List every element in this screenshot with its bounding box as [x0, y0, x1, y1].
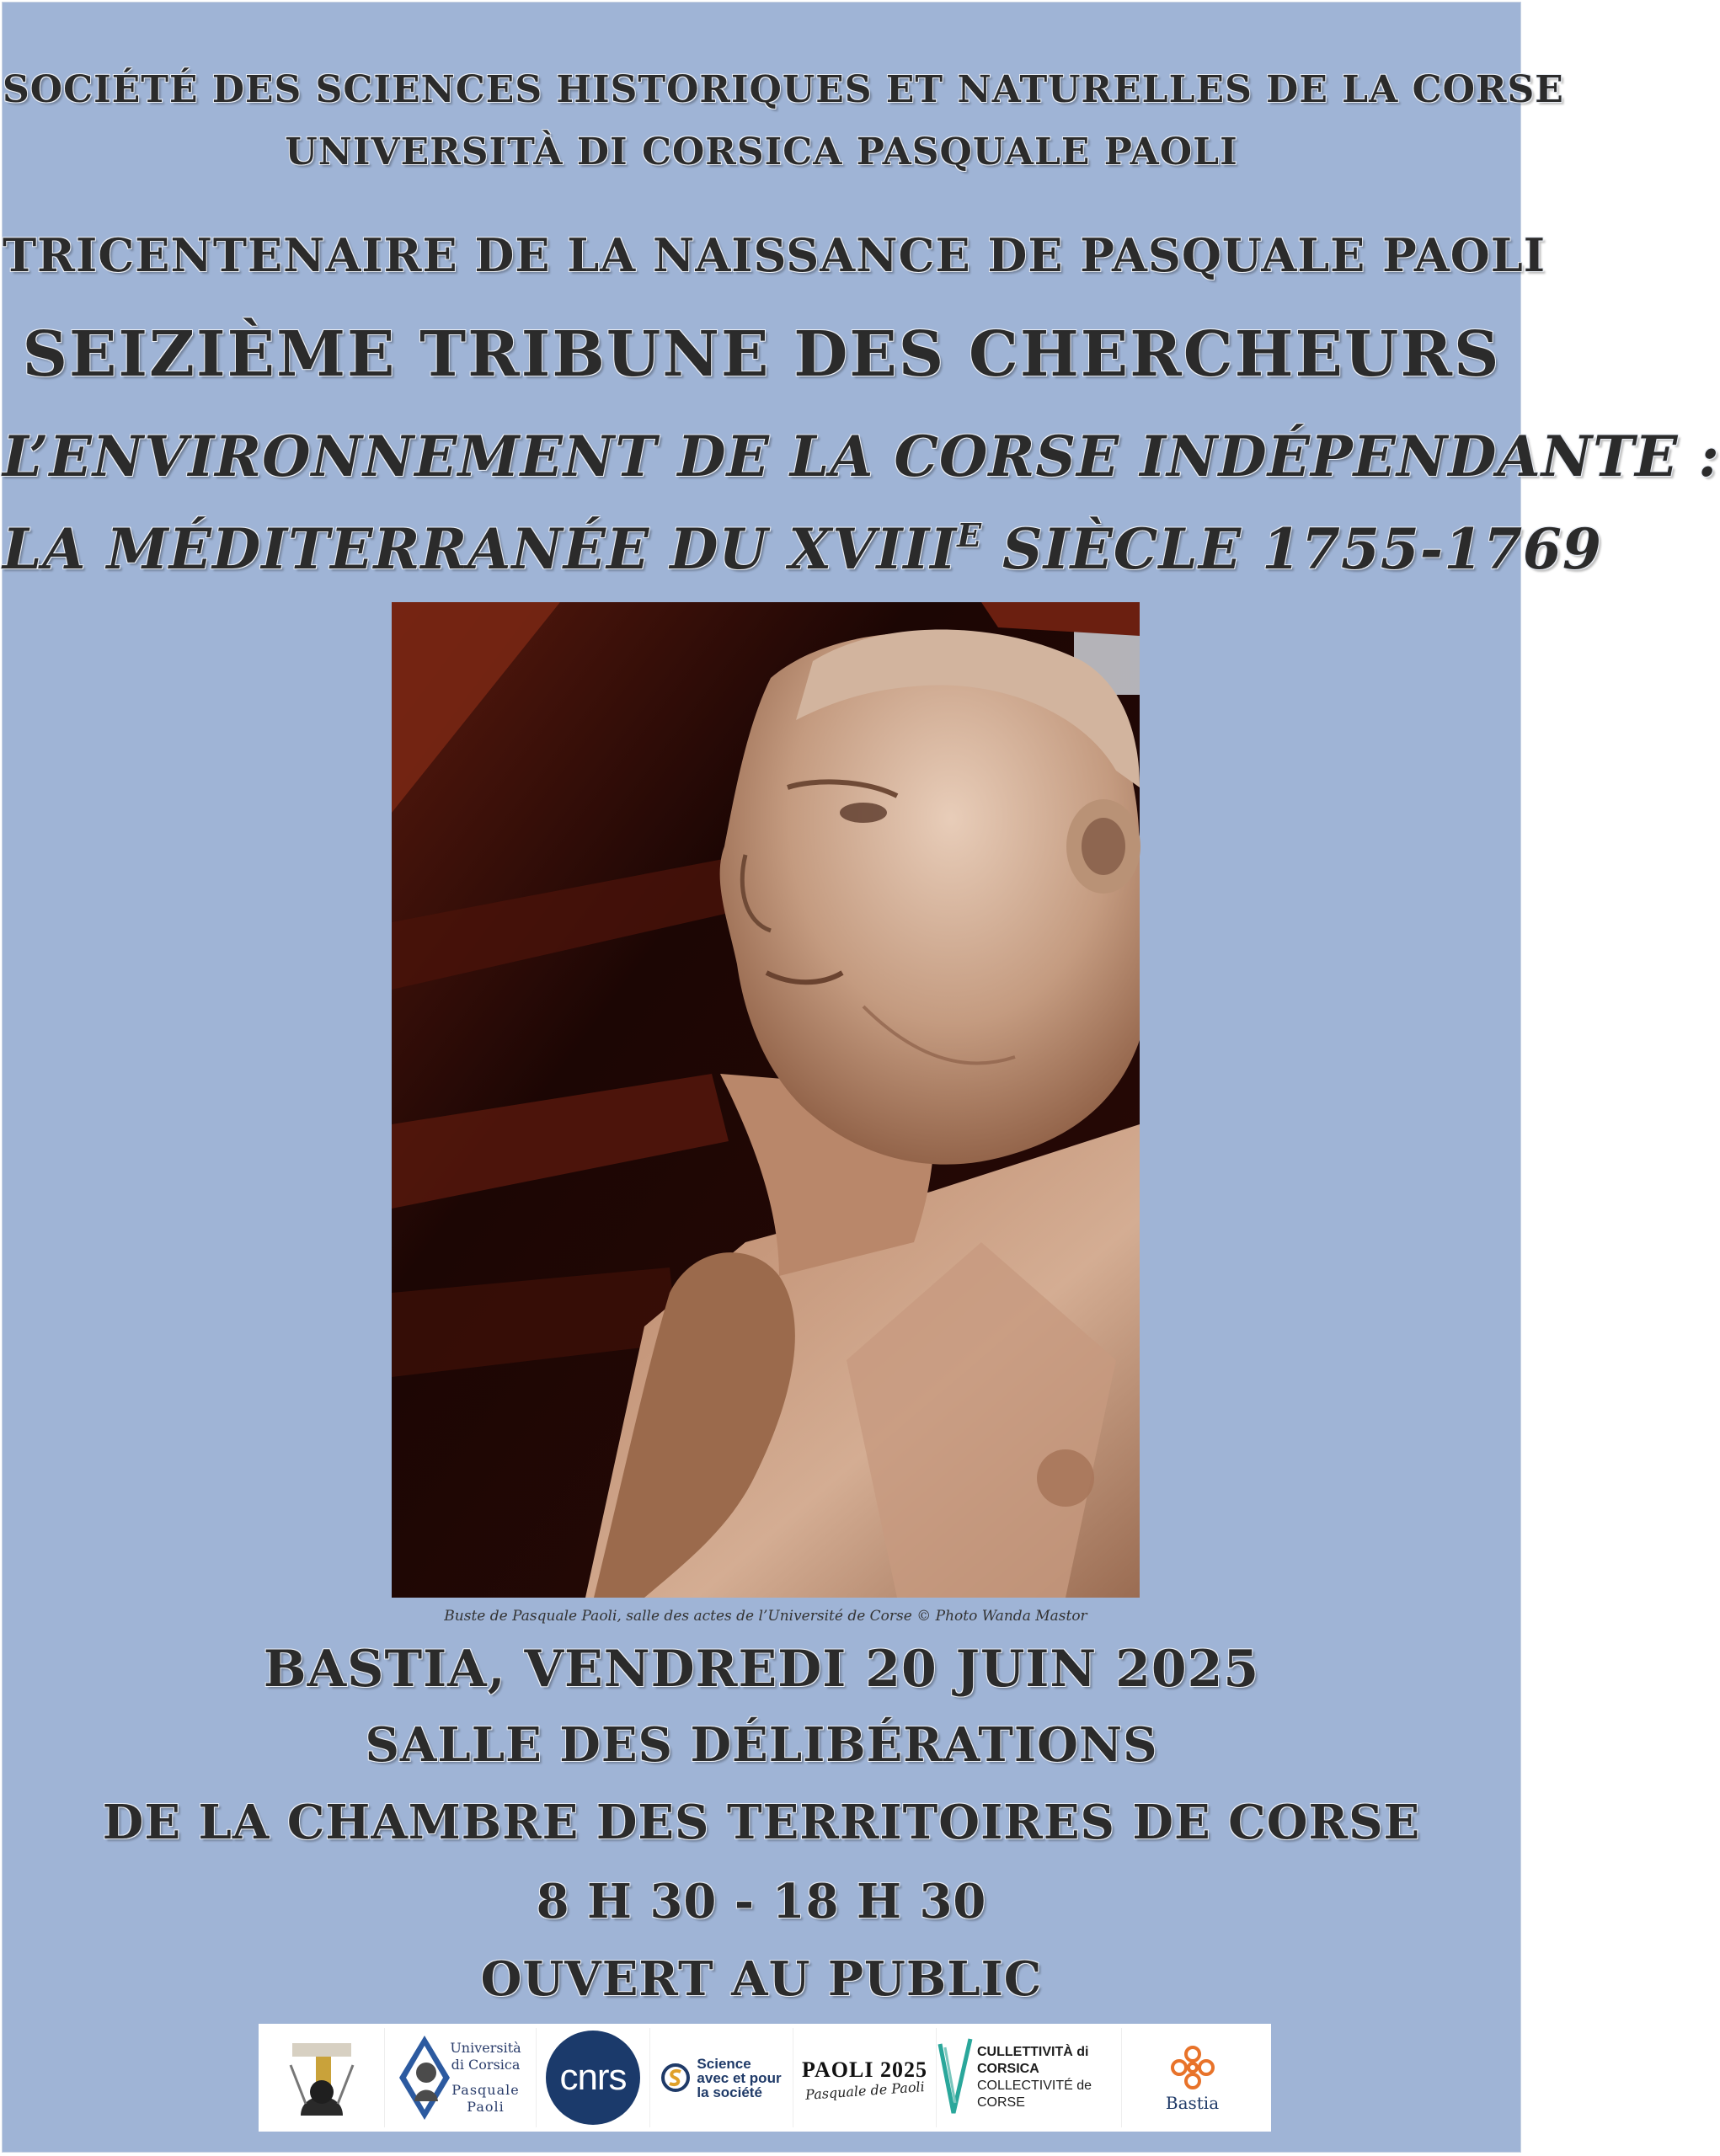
cnrs-logo: [537, 2028, 650, 2127]
science-text: [697, 2057, 781, 2100]
universita-di-corsica-text: [450, 2040, 521, 2116]
event-venue: DE LA CHAMBRE DES TERRITOIRES DE CORSE: [102, 1795, 1421, 1850]
event-title: SEIZIÈME TRIBUNE DES CHERCHEURS: [22, 318, 1501, 391]
collectivite-de-corse-logo: [937, 2028, 1122, 2127]
science-line-1: Science: [697, 2055, 751, 2072]
univ-line-2: di Corsica: [451, 2057, 521, 2073]
paoli-bust-photo: [392, 602, 1140, 1598]
organizer-2: UNIVERSITÀ DI CORSICA PASQUALE PAOLI: [285, 131, 1238, 173]
science-avec-et-pour-la-societe-logo: [650, 2028, 793, 2127]
univ-line-1: Università: [450, 2040, 521, 2056]
event-access: OUVERT AU PUBLIC: [480, 1951, 1043, 2007]
theme-line-2-end: SIÈCLE 1755-1769: [982, 516, 1602, 582]
univ-line-3: Pasquale: [451, 2082, 520, 2098]
event-date: BASTIA, VENDREDI 20 JUIN 2025: [263, 1640, 1260, 1699]
collectivite-text: [977, 2044, 1121, 2111]
bastia-logo: [1122, 2028, 1263, 2127]
event-hours: 8 H 30 - 18 H 30: [536, 1874, 987, 1929]
organizer-1: SOCIÉTÉ DES SCIENCES HISTORIQUES ET NATURELLES DE LA CORSE: [3, 68, 1564, 111]
theme-line-2-start: LA MÉDITERRANÉE DU XVIII: [3, 516, 958, 582]
univ-line-4: Paoli: [467, 2099, 505, 2115]
science-line-3: la société: [697, 2084, 762, 2100]
photo-caption: Buste de Pasquale Paoli, salle des actes de l’Université de Corse © Photo Wanda Mastor: [444, 1608, 1087, 1625]
cnrs-text: cnrs: [559, 2057, 627, 2098]
paoli-signature: Pasquale de Paoli: [804, 2078, 925, 2103]
paoli-2025-text: PAOLI 2025: [802, 2057, 927, 2082]
theme-line-1: L’ENVIRONNEMENT DE LA CORSE INDÉPENDANTE :: [3, 424, 1720, 489]
occasion-title: TRICENTENAIRE DE LA NAISSANCE DE PASQUALE PAOLI: [3, 228, 1546, 282]
theme-line-2: [3, 516, 1602, 582]
partner-logos: [259, 2024, 1271, 2132]
bastia-text: Bastia: [1165, 2093, 1220, 2113]
ctc-line-2: COLLECTIVITÉ de CORSE: [977, 2079, 1092, 2110]
theme-line-2-superscript: E: [957, 516, 983, 554]
event-room: SALLE DES DÉLIBÉRATIONS: [365, 1717, 1158, 1773]
universita-di-corsica-logo: [385, 2028, 537, 2127]
paoli-2025-logo: [793, 2028, 937, 2127]
science-line-2: avec et pour: [697, 2069, 782, 2086]
sshnc-logo: [259, 2028, 385, 2127]
poster: [2, 2, 1720, 2153]
ctc-line-1: CULLETTIVITÀ di CORSICA: [977, 2045, 1089, 2076]
